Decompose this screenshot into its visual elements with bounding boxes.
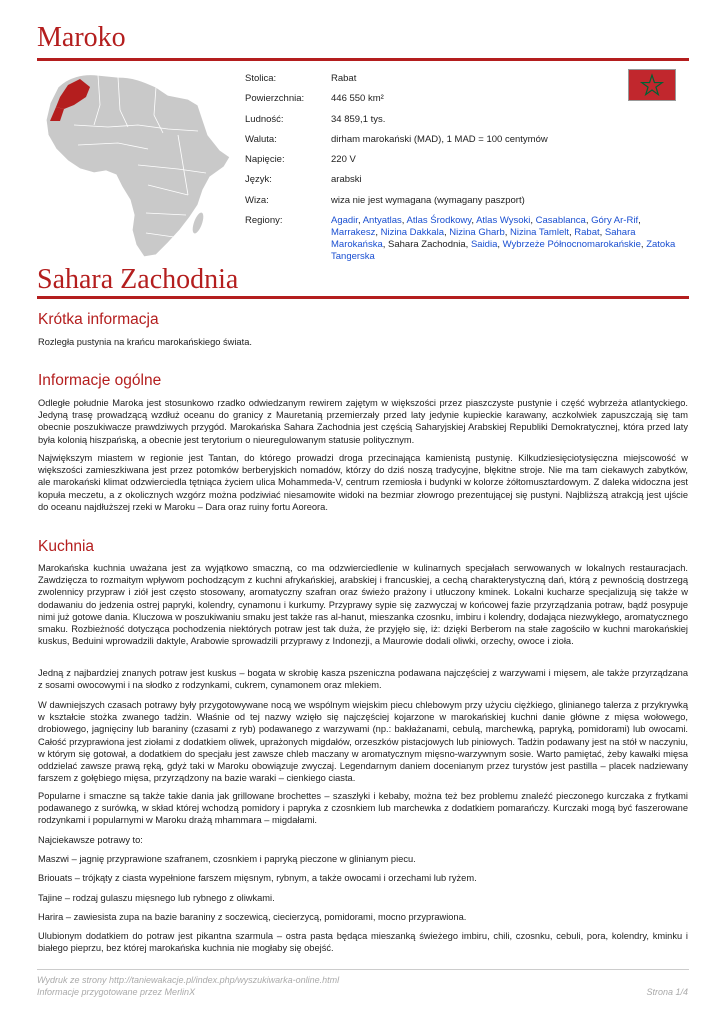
region-link[interactable]: Saidia <box>470 239 498 251</box>
population-value: 34 859,1 tys. <box>331 113 386 125</box>
cuisine-paragraph-4: Popularne i smaczne są także takie dania jak grillowane brochettes – szaszłyki i kebaby, można też bez problemu znaleźć pieczonego kurczaka z frytkami podawanego z surówką, w skład której wchodzą pomidory i papryka z czosnkiem lub marchewka z dodatkiem pomarańczy. Kurczaki mogą być faszerowane rodzynkami i popularnymi w Maroku drażą mhammara – migdałami. <box>38 791 688 826</box>
africa-map-image <box>38 65 238 263</box>
cuisine-paragraph-9: Harira – zawiesista zupa na bazie baraniny z soczewicą, ciecierzycą, pomidorami, mocno przyprawiona. <box>38 912 467 922</box>
cuisine-paragraph-6: Maszwi – jagnię przyprawione szafranem, czosnkiem i papryką pieczone w glinianym piecu. <box>38 854 416 864</box>
cuisine-paragraph-8: Tajine – rodzaj gulaszu mięsnego lub rybnego z oliwkami. <box>38 893 275 903</box>
page-number: Strona 1/4 <box>646 987 688 997</box>
region-link[interactable]: Atlas Wysoki <box>476 215 531 227</box>
region-current: Sahara Zachodnia <box>388 239 466 251</box>
region-link[interactable]: Sahara Marokańska <box>331 227 636 251</box>
region-link[interactable]: Casablanca <box>535 215 586 227</box>
voltage-label: Napięcie: <box>245 154 285 166</box>
visa-label: Wiza: <box>245 194 269 206</box>
regions-label: Regiony: <box>245 215 283 227</box>
region-link[interactable]: Nizina Dakkala <box>380 227 444 239</box>
currency-label: Waluta: <box>245 133 277 145</box>
voltage-value: 220 V <box>331 154 356 166</box>
short-info-text: Rozległa pustynia na krańcu marokańskiego świata. <box>38 337 252 347</box>
short-info-heading: Krótka informacja <box>38 311 159 328</box>
info-row-currency <box>245 134 690 146</box>
cuisine-paragraph-2: Jedną z najbardziej znanych potraw jest kuskus – bogata w skrobię kasza pszeniczna podawana najczęściej z warzywami i mięsem, ale także przyrządzana z sosami owocowymi i na słodko z rodzynkami, cukrem, cynamonem oraz mlekiem. <box>38 668 688 691</box>
region-link[interactable]: Nizina Gharb <box>449 227 505 239</box>
title-divider <box>37 58 689 61</box>
currency-value: dirham marokański (MAD), 1 MAD = 100 centymów <box>331 133 548 145</box>
cuisine-heading: Kuchnia <box>38 538 95 555</box>
cuisine-paragraph-1: Marokańska kuchnia uważana jest za wyjątkowo smaczną, co ma odzwierciedlenie w kulinarnych specjałach serwowanych w lokalnych restauracjach. Zawdzięcza to rozmaitym wpływom pochodzącym z kuchni afrykańskiej, arabskiej i francuskiej, a cechą charakterystyczną dań, którą z pewnością dostrzegą zwolennicy przypraw i ziół jest często stosowany, aromatyczny szafran oraz świeżo prażony i utłuczony kminek. Lokalni kucharze specjalizują się także w dodawaniu do jedzenia ostrej papryki, kolendry, cynamonu i kurkumy. Przyprawy sypie się zazwyczaj w końcowej fazie przyrządzania potraw, bądź posypuje nimi już gotowe dania. Kluczowa w poszukiwaniu smaku jest także ras al-hanut, mieszanka czosnku, imbiru i kolendry, dodająca niezwykłego, aromatycznego smaku. Rozbieżność dotycząca pochodzenia niektórych potraw jest tak duża, że przyjęło się, iż: dzięki Berberom na stałe zagościło w kuchni marokańskiej kuskus, Beduini wprowadzili daktyle, Arabowie sprowadzili przyprawy z Indonezji, a Maurowie dodali oliwki, orzechy, owoce i zioła. <box>38 563 688 647</box>
capital-label: Stolica: <box>245 73 277 84</box>
region-link[interactable]: Atlas Środkowy <box>406 215 472 227</box>
region-link[interactable]: Marrakesz <box>331 227 376 239</box>
cuisine-paragraph-7: Briouats – trójkąty z ciasta wypełnione farszem mięsnym, rybnym, a także owocami i orzechami lub ryżem. <box>38 873 477 883</box>
cuisine-paragraph-3: W dawniejszych czasach potrawy były przygotowywane nocą we wspólnym wiejskim piecu chlebowym przy użyciu ciężkiego, glinianego talerza z przykrywką w kształcie stożka zwanego tadżin. Właśnie od tej nazwy wzięło się najczęściej kojarzone w marokańskiej kuchni danie główne z mięsa wołowego, drobiowego, jagnięciny lub baraniny (czasami z ryb) podawanego z warzywami (np.: bakłażanami, cebulą, marchewką, papryką, pomidorami) lub owocami. Całość przyprawiona jest ziołami z dodatkiem oliwek, uprażonych migdałów, orzeszków pistacjowych lub piniowych. Tadżin podawany jest na stół w naczyniu, w którym się gotował, a dodatkiem do specjału jest zawsze chleb maczany w aromatycznym mięsno-warzywnym sosie. Warto pamiętać, żeby kawałki mięsa oddzielać zawsze prawą ręką, gdyż taki w Maroku obowiązuje zwyczaj. Legendarnym daniem docenianym przez turystów jest pastilla – placek nadziewany farszem z gołębiego mięsa, przyrządzony na bazie waraki – cienkiego ciasta. <box>38 700 688 784</box>
area-value: 446 550 km² <box>331 93 384 105</box>
region-link[interactable]: Wybrzeże Północnomarokańskie <box>502 239 641 251</box>
info-row-population <box>245 114 690 126</box>
general-info-heading: Informacje ogólne <box>38 372 162 389</box>
footer-source-line: Wydruk ze strony http://taniewakacje.pl/index.php/wyszukiwarka-online.html <box>37 975 340 985</box>
language-value: arabski <box>331 174 362 186</box>
morocco-flag-icon <box>628 69 676 101</box>
language-label: Język: <box>245 174 272 186</box>
regions-list: Agadir, Antyatlas, Atlas Środkowy, Atlas Wysoki, Casablanca, Góry Ar-Rif, Marrakesz, Nizina Dakkala, Nizina Gharb, Nizina Tamlelt, Rabat, Sahara Marokańska, Sahara Zachodnia, Saidia, Wybrzeże Północnomarokańskie, Zatoka Tangerska <box>331 215 676 263</box>
visa-value: wiza nie jest wymagana (wymagany paszport) <box>331 194 525 206</box>
capital-value: Rabat <box>331 73 357 84</box>
info-row-visa <box>245 195 690 207</box>
info-row-capital <box>245 73 690 85</box>
region-link[interactable]: Góry Ar-Rif <box>591 215 639 227</box>
info-row-voltage <box>245 154 690 166</box>
region-link[interactable]: Agadir <box>331 215 358 227</box>
region-divider <box>37 296 689 299</box>
region-link[interactable]: Antyatlas <box>362 215 402 227</box>
footer-credit-line: Informacje przygotowane przez MerlinX <box>37 987 196 997</box>
country-info-table <box>245 73 690 271</box>
cuisine-paragraph-5: Najciekawsze potrawy to: <box>38 835 143 845</box>
region-title: Sahara Zachodnia <box>37 264 239 295</box>
cuisine-paragraph-10: Ulubionym dodatkiem do potraw jest pikantna szarmula – ostra pasta będąca mieszanką świeżego imbiru, chili, czosnku, cebuli, pora, kolendry, kminku i białego pieprzu, bez której marokańska kuchnia nie mogłaby się obejść. <box>38 931 688 954</box>
info-row-regions <box>245 215 690 263</box>
region-link[interactable]: Nizina Tamlelt <box>510 227 569 239</box>
population-label: Ludność: <box>245 113 284 125</box>
country-title: Maroko <box>37 22 126 53</box>
region-link[interactable]: Rabat <box>574 227 600 239</box>
general-info-paragraph-1: Odległe południe Maroka jest stosunkowo rzadko odwiedzanym rewirem zajętym w większości przez piaszczyste pustynie i część wybrzeża atlantyckiego. Jedyną trasę prowadzącą wzdłuż oceanu do granicy z Mauretanią przemierzały przed laty jedynie kupieckie karawany, aczkolwiek zapuszczają się tam obecnie poszukiwacze prawdziwych przygód. Marokańska Sahara Zachodnia jest częścią Saharyjskiej Arabskiej Republiki Demokratycznej, która przed laty była kolonią hiszpańską, a obecnie jest terytorium o nieuregulowanym statusie politycznym. <box>38 398 688 445</box>
footer-divider <box>37 969 689 970</box>
info-row-language <box>245 174 690 186</box>
region-link[interactable]: Zatoka Tangerska <box>331 239 676 263</box>
general-info-paragraph-2: Największym miastem w regionie jest Tantan, do którego prowadzi droga przecinająca kamienistą pustynię. Kilkudziesięciotysięczna miejscowość w większości zamieszkiwana jest przez potomków berberyjskich nomadów, którzy do dziś noszą tradycyjne, błękitne stroje. Nie ma tam ciekawych zabytków, ale marokański klimat odzwierciedla tętniąca życiem ulica Mohammeda-V, centrum rzemiosła i budynki w kolorze żółtomusztardowym. Z daleka widoczna jest kopuła meczetu, a z okolicznych wzgórz można podziwiać niesamowite widoki na bezmiar złowrogo prezentującej się pustyni. Najbliższą atrakcją jest ujście do oceanu najdłuższej rzeki w Maroku – Dara oraz ruiny fortu Aoreora. <box>38 453 688 512</box>
area-label: Powierzchnia: <box>245 93 305 105</box>
info-row-area <box>245 93 690 105</box>
